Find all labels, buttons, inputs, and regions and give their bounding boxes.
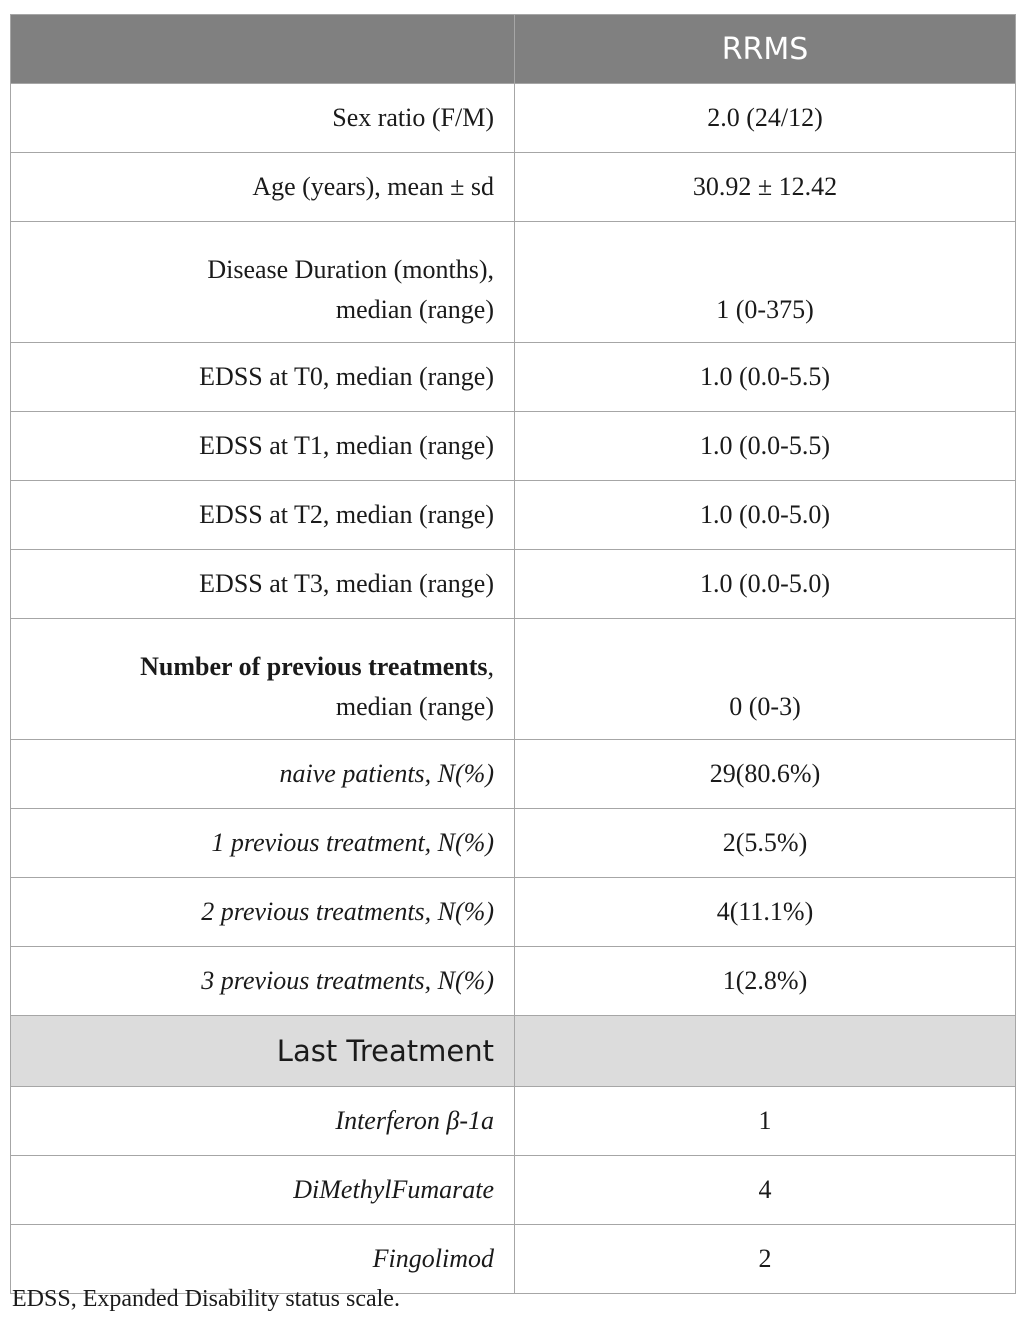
row-value: 4 [515,1156,1016,1225]
row-label: Sex ratio (F/M) [11,84,515,153]
label-greek: β [446,1106,460,1135]
row-value: 2 [515,1225,1016,1294]
row-label: DiMethylFumarate [11,1156,515,1225]
row-label: 1 previous treatment, N(%) [11,809,515,878]
row-label-line2: median (range) [335,692,494,721]
row-label: 3 previous treatments, N(%) [11,947,515,1016]
row-value: 1.0 (0.0-5.5) [515,412,1016,481]
row-label: Fingolimod [11,1225,515,1294]
header-rrms: RRMS [515,15,1016,84]
table-row [11,550,1016,619]
row-label [11,1087,515,1156]
table-row [11,740,1016,809]
row-label-suffix: , [487,652,494,681]
row-value: 30.92 ± 12.42 [515,153,1016,222]
row-value: 1.0 (0.0-5.5) [515,343,1016,412]
table-row [11,619,1016,740]
row-label-bold: Number of previous treatments [140,652,488,681]
table-row [11,1156,1016,1225]
row-value: 2(5.5%) [515,809,1016,878]
table-row [11,84,1016,153]
row-label: EDSS at T0, median (range) [11,343,515,412]
row-label: EDSS at T3, median (range) [11,550,515,619]
table-row [11,481,1016,550]
row-value: 2.0 (24/12) [515,84,1016,153]
row-label: Age (years), mean ± sd [11,153,515,222]
row-value: 1.0 (0.0-5.0) [515,550,1016,619]
section-value [515,1016,1016,1087]
row-label-line1: Disease Duration (months), [207,255,494,284]
header-blank-cell [11,15,515,84]
section-row-last-treatment [11,1016,1016,1087]
row-label: 2 previous treatments, N(%) [11,878,515,947]
table-row [11,1225,1016,1294]
table-header-row [11,15,1016,84]
table-footnote: EDSS, Expanded Disability status scale. [12,1286,400,1312]
row-value: 4(11.1%) [515,878,1016,947]
row-value: 0 (0-3) [515,619,1016,740]
label-post: -1a [459,1106,494,1135]
table-row [11,153,1016,222]
row-label: EDSS at T2, median (range) [11,481,515,550]
table-row [11,222,1016,343]
table-row [11,412,1016,481]
row-value: 1(2.8%) [515,947,1016,1016]
row-label: EDSS at T1, median (range) [11,412,515,481]
table-row [11,809,1016,878]
row-value: 29(80.6%) [515,740,1016,809]
row-label [11,619,515,740]
label-pre: Interferon [335,1106,447,1135]
row-label: naive patients, N(%) [11,740,515,809]
table-row [11,947,1016,1016]
section-label: Last Treatment [11,1016,515,1087]
table-row [11,343,1016,412]
row-value: 1.0 (0.0-5.0) [515,481,1016,550]
table-row [11,1087,1016,1156]
row-value: 1 [515,1087,1016,1156]
patient-characteristics-table [10,14,1016,1294]
row-label-line2: median (range) [335,295,494,324]
row-value: 1 (0-375) [515,222,1016,343]
table-row [11,878,1016,947]
row-label [11,222,515,343]
